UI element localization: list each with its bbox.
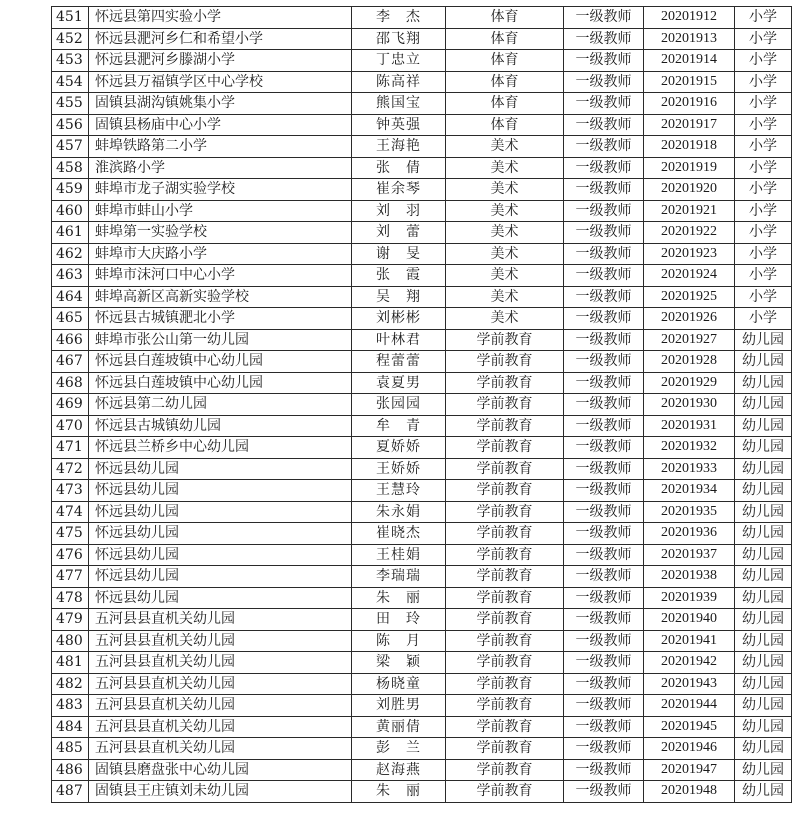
table-row [52, 93, 792, 115]
school-name: 怀远县淝河乡滕湖小学 [89, 50, 352, 72]
subject: 美术 [446, 136, 564, 158]
subject: 体育 [446, 7, 564, 29]
certificate-number: 20201947 [644, 759, 735, 781]
table-row [52, 372, 792, 394]
row-number: 478 [52, 587, 89, 609]
school-level: 幼儿园 [735, 566, 792, 588]
school-name: 蚌埠市沫河口中心小学 [89, 265, 352, 287]
teacher-title: 一级教师 [564, 7, 644, 29]
row-number: 487 [52, 781, 89, 803]
table-body [52, 7, 792, 803]
school-name: 怀远县淝河乡仁和希望小学 [89, 28, 352, 50]
subject: 体育 [446, 50, 564, 72]
certificate-number: 20201926 [644, 308, 735, 330]
school-name: 蚌埠铁路第二小学 [89, 136, 352, 158]
school-level: 幼儿园 [735, 652, 792, 674]
subject: 学前教育 [446, 351, 564, 373]
school-name: 固镇县磨盘张中心幼儿园 [89, 759, 352, 781]
school-name: 怀远县万福镇学区中心学校 [89, 71, 352, 93]
teacher-title: 一级教师 [564, 179, 644, 201]
school-name: 蚌埠市龙子湖实验学校 [89, 179, 352, 201]
subject: 学前教育 [446, 437, 564, 459]
table-row [52, 652, 792, 674]
row-number: 484 [52, 716, 89, 738]
school-level: 幼儿园 [735, 437, 792, 459]
table-row [52, 501, 792, 523]
table-row [52, 157, 792, 179]
certificate-number: 20201936 [644, 523, 735, 545]
teacher-title: 一级教师 [564, 243, 644, 265]
teacher-name: 田 玲 [352, 609, 446, 631]
teacher-title: 一级教师 [564, 286, 644, 308]
school-name: 怀远县幼儿园 [89, 480, 352, 502]
row-number: 458 [52, 157, 89, 179]
school-name: 怀远县兰桥乡中心幼儿园 [89, 437, 352, 459]
school-level: 幼儿园 [735, 394, 792, 416]
subject: 体育 [446, 114, 564, 136]
certificate-number: 20201925 [644, 286, 735, 308]
teacher-name: 刘 蕾 [352, 222, 446, 244]
school-name: 蚌埠市蚌山小学 [89, 200, 352, 222]
subject: 美术 [446, 308, 564, 330]
teacher-title: 一级教师 [564, 200, 644, 222]
row-number: 472 [52, 458, 89, 480]
certificate-number: 20201938 [644, 566, 735, 588]
subject: 学前教育 [446, 523, 564, 545]
school-name: 五河县县直机关幼儿园 [89, 716, 352, 738]
teacher-title: 一级教师 [564, 372, 644, 394]
row-number: 467 [52, 351, 89, 373]
school-name: 怀远县第四实验小学 [89, 7, 352, 29]
teacher-title: 一级教师 [564, 458, 644, 480]
row-number: 482 [52, 673, 89, 695]
teacher-title: 一级教师 [564, 415, 644, 437]
table-row [52, 222, 792, 244]
table-row [52, 286, 792, 308]
subject: 学前教育 [446, 759, 564, 781]
school-level: 小学 [735, 114, 792, 136]
subject: 学前教育 [446, 781, 564, 803]
school-name: 怀远县白莲坡镇中心幼儿园 [89, 372, 352, 394]
table-row [52, 695, 792, 717]
teacher-title: 一级教师 [564, 480, 644, 502]
school-level: 幼儿园 [735, 609, 792, 631]
teacher-title: 一级教师 [564, 114, 644, 136]
row-number: 465 [52, 308, 89, 330]
school-level: 小学 [735, 50, 792, 72]
teacher-name: 袁夏男 [352, 372, 446, 394]
certificate-number: 20201930 [644, 394, 735, 416]
teacher-title: 一级教师 [564, 71, 644, 93]
certificate-number: 20201945 [644, 716, 735, 738]
certificate-number: 20201924 [644, 265, 735, 287]
school-level: 幼儿园 [735, 759, 792, 781]
school-name: 怀远县幼儿园 [89, 501, 352, 523]
teacher-name: 梁 颖 [352, 652, 446, 674]
teacher-name: 钟英强 [352, 114, 446, 136]
table-row [52, 781, 792, 803]
certificate-number: 20201948 [644, 781, 735, 803]
table-row [52, 458, 792, 480]
certificate-number: 20201941 [644, 630, 735, 652]
table-row [52, 630, 792, 652]
table-row [52, 71, 792, 93]
table-row [52, 329, 792, 351]
school-name: 固镇县湖沟镇姚集小学 [89, 93, 352, 115]
teacher-name: 李瑞瑞 [352, 566, 446, 588]
certificate-number: 20201928 [644, 351, 735, 373]
school-level: 幼儿园 [735, 630, 792, 652]
table-row [52, 415, 792, 437]
row-number: 459 [52, 179, 89, 201]
subject: 学前教育 [446, 738, 564, 760]
certificate-number: 20201912 [644, 7, 735, 29]
certificate-number: 20201917 [644, 114, 735, 136]
certificate-number: 20201915 [644, 71, 735, 93]
teacher-name: 朱永娟 [352, 501, 446, 523]
school-name: 蚌埠市张公山第一幼儿园 [89, 329, 352, 351]
certificate-number: 20201944 [644, 695, 735, 717]
teacher-name: 刘胜男 [352, 695, 446, 717]
subject: 美术 [446, 157, 564, 179]
teacher-name: 李 杰 [352, 7, 446, 29]
subject: 美术 [446, 286, 564, 308]
table-row [52, 480, 792, 502]
table-row [52, 114, 792, 136]
certificate-number: 20201935 [644, 501, 735, 523]
table-row [52, 759, 792, 781]
table-row [52, 673, 792, 695]
teacher-name: 陈高祥 [352, 71, 446, 93]
table-row [52, 566, 792, 588]
teacher-title: 一级教师 [564, 673, 644, 695]
teacher-title: 一级教师 [564, 781, 644, 803]
teacher-name: 谢 旻 [352, 243, 446, 265]
table-row [52, 243, 792, 265]
row-number: 481 [52, 652, 89, 674]
row-number: 463 [52, 265, 89, 287]
teacher-name: 吴 翔 [352, 286, 446, 308]
teacher-title: 一级教师 [564, 50, 644, 72]
teacher-name: 黄丽倩 [352, 716, 446, 738]
subject: 学前教育 [446, 480, 564, 502]
school-name: 五河县县直机关幼儿园 [89, 609, 352, 631]
table-row [52, 609, 792, 631]
certificate-number: 20201931 [644, 415, 735, 437]
school-name: 五河县县直机关幼儿园 [89, 652, 352, 674]
teacher-name: 夏娇娇 [352, 437, 446, 459]
school-name: 五河县县直机关幼儿园 [89, 630, 352, 652]
subject: 学前教育 [446, 372, 564, 394]
row-number: 466 [52, 329, 89, 351]
subject: 学前教育 [446, 394, 564, 416]
teacher-title: 一级教师 [564, 738, 644, 760]
subject: 学前教育 [446, 695, 564, 717]
subject: 学前教育 [446, 501, 564, 523]
subject: 学前教育 [446, 415, 564, 437]
row-number: 471 [52, 437, 89, 459]
school-name: 怀远县古城镇幼儿园 [89, 415, 352, 437]
teacher-title: 一级教师 [564, 157, 644, 179]
certificate-number: 20201934 [644, 480, 735, 502]
teacher-title: 一级教师 [564, 695, 644, 717]
teacher-title: 一级教师 [564, 523, 644, 545]
school-level: 小学 [735, 157, 792, 179]
certificate-number: 20201932 [644, 437, 735, 459]
school-name: 怀远县幼儿园 [89, 566, 352, 588]
teacher-name: 赵海燕 [352, 759, 446, 781]
table-row [52, 28, 792, 50]
certificate-number: 20201942 [644, 652, 735, 674]
teacher-name: 王桂娟 [352, 544, 446, 566]
certificate-number: 20201937 [644, 544, 735, 566]
subject: 学前教育 [446, 587, 564, 609]
teacher-title: 一级教师 [564, 329, 644, 351]
subject: 学前教育 [446, 544, 564, 566]
row-number: 485 [52, 738, 89, 760]
table-row [52, 351, 792, 373]
school-level: 幼儿园 [735, 781, 792, 803]
teacher-name: 张 霞 [352, 265, 446, 287]
teacher-name: 朱 丽 [352, 587, 446, 609]
school-name: 怀远县白莲坡镇中心幼儿园 [89, 351, 352, 373]
table-row [52, 200, 792, 222]
certificate-number: 20201920 [644, 179, 735, 201]
school-name: 蚌埠市大庆路小学 [89, 243, 352, 265]
certificate-number: 20201914 [644, 50, 735, 72]
teacher-title: 一级教师 [564, 351, 644, 373]
certificate-number: 20201919 [644, 157, 735, 179]
teacher-name: 王慧玲 [352, 480, 446, 502]
school-level: 小学 [735, 243, 792, 265]
teacher-title: 一级教师 [564, 566, 644, 588]
school-name: 蚌埠第一实验学校 [89, 222, 352, 244]
teacher-name: 张 倩 [352, 157, 446, 179]
school-level: 幼儿园 [735, 716, 792, 738]
row-number: 480 [52, 630, 89, 652]
school-level: 幼儿园 [735, 458, 792, 480]
school-name: 五河县县直机关幼儿园 [89, 738, 352, 760]
school-level: 小学 [735, 222, 792, 244]
school-level: 幼儿园 [735, 587, 792, 609]
teacher-title: 一级教师 [564, 652, 644, 674]
certificate-number: 20201923 [644, 243, 735, 265]
row-number: 473 [52, 480, 89, 502]
row-number: 456 [52, 114, 89, 136]
teacher-title: 一级教师 [564, 136, 644, 158]
certificate-number: 20201933 [644, 458, 735, 480]
teacher-name: 崔晓杰 [352, 523, 446, 545]
subject: 学前教育 [446, 630, 564, 652]
school-level: 幼儿园 [735, 738, 792, 760]
school-level: 小学 [735, 7, 792, 29]
school-level: 幼儿园 [735, 351, 792, 373]
subject: 学前教育 [446, 329, 564, 351]
school-level: 幼儿园 [735, 372, 792, 394]
teacher-title: 一级教师 [564, 544, 644, 566]
teacher-name: 程蕾蕾 [352, 351, 446, 373]
table-row [52, 265, 792, 287]
row-number: 470 [52, 415, 89, 437]
table-row [52, 437, 792, 459]
certificate-number: 20201913 [644, 28, 735, 50]
teacher-title: 一级教师 [564, 716, 644, 738]
table-row [52, 544, 792, 566]
teacher-name: 熊国宝 [352, 93, 446, 115]
school-level: 幼儿园 [735, 544, 792, 566]
school-name: 怀远县幼儿园 [89, 587, 352, 609]
teacher-title: 一级教师 [564, 587, 644, 609]
school-level: 幼儿园 [735, 480, 792, 502]
teacher-title: 一级教师 [564, 28, 644, 50]
row-number: 476 [52, 544, 89, 566]
row-number: 451 [52, 7, 89, 29]
row-number: 460 [52, 200, 89, 222]
school-level: 幼儿园 [735, 415, 792, 437]
school-name: 五河县县直机关幼儿园 [89, 695, 352, 717]
teacher-name: 朱 丽 [352, 781, 446, 803]
school-level: 小学 [735, 308, 792, 330]
teacher-name: 王海艳 [352, 136, 446, 158]
school-level: 幼儿园 [735, 523, 792, 545]
teacher-name: 陈 月 [352, 630, 446, 652]
row-number: 452 [52, 28, 89, 50]
school-level: 小学 [735, 179, 792, 201]
school-level: 幼儿园 [735, 501, 792, 523]
certificate-number: 20201929 [644, 372, 735, 394]
school-name: 五河县县直机关幼儿园 [89, 673, 352, 695]
table-row [52, 587, 792, 609]
subject: 学前教育 [446, 609, 564, 631]
school-level: 幼儿园 [735, 329, 792, 351]
teacher-title: 一级教师 [564, 759, 644, 781]
school-name: 固镇县王庄镇刘未幼儿园 [89, 781, 352, 803]
school-name: 怀远县幼儿园 [89, 458, 352, 480]
teacher-name: 崔余琴 [352, 179, 446, 201]
table-row [52, 7, 792, 29]
school-name: 固镇县杨庙中心小学 [89, 114, 352, 136]
row-number: 469 [52, 394, 89, 416]
certificate-number: 20201916 [644, 93, 735, 115]
teacher-title: 一级教师 [564, 394, 644, 416]
table-row [52, 738, 792, 760]
teacher-name: 杨晓童 [352, 673, 446, 695]
row-number: 457 [52, 136, 89, 158]
teacher-name: 刘彬彬 [352, 308, 446, 330]
school-level: 幼儿园 [735, 695, 792, 717]
school-level: 小学 [735, 265, 792, 287]
row-number: 479 [52, 609, 89, 631]
row-number: 464 [52, 286, 89, 308]
row-number: 462 [52, 243, 89, 265]
table-row [52, 394, 792, 416]
table-row [52, 523, 792, 545]
subject: 美术 [446, 179, 564, 201]
school-name: 怀远县第二幼儿园 [89, 394, 352, 416]
subject: 学前教育 [446, 716, 564, 738]
subject: 体育 [446, 71, 564, 93]
subject: 学前教育 [446, 652, 564, 674]
school-level: 小学 [735, 136, 792, 158]
certificate-number: 20201918 [644, 136, 735, 158]
subject: 美术 [446, 243, 564, 265]
row-number: 468 [52, 372, 89, 394]
teacher-title: 一级教师 [564, 630, 644, 652]
table-row [52, 50, 792, 72]
subject: 学前教育 [446, 458, 564, 480]
school-level: 小学 [735, 28, 792, 50]
table-row [52, 716, 792, 738]
teacher-title: 一级教师 [564, 308, 644, 330]
row-number: 475 [52, 523, 89, 545]
teacher-name: 王娇娇 [352, 458, 446, 480]
school-level: 小学 [735, 93, 792, 115]
subject: 体育 [446, 93, 564, 115]
certificate-number: 20201943 [644, 673, 735, 695]
teacher-name: 张园园 [352, 394, 446, 416]
certificate-number: 20201946 [644, 738, 735, 760]
school-level: 小学 [735, 286, 792, 308]
teacher-title-table [51, 6, 792, 803]
school-name: 怀远县古城镇淝北小学 [89, 308, 352, 330]
school-level: 小学 [735, 200, 792, 222]
teacher-title: 一级教师 [564, 609, 644, 631]
row-number: 486 [52, 759, 89, 781]
table-row [52, 179, 792, 201]
table-row [52, 136, 792, 158]
school-name: 淮滨路小学 [89, 157, 352, 179]
teacher-name: 邵飞翔 [352, 28, 446, 50]
teacher-title: 一级教师 [564, 437, 644, 459]
row-number: 483 [52, 695, 89, 717]
row-number: 461 [52, 222, 89, 244]
subject: 体育 [446, 28, 564, 50]
row-number: 477 [52, 566, 89, 588]
teacher-title: 一级教师 [564, 265, 644, 287]
teacher-title: 一级教师 [564, 222, 644, 244]
certificate-number: 20201922 [644, 222, 735, 244]
subject: 学前教育 [446, 566, 564, 588]
certificate-number: 20201927 [644, 329, 735, 351]
school-name: 怀远县幼儿园 [89, 544, 352, 566]
row-number: 453 [52, 50, 89, 72]
teacher-name: 刘 羽 [352, 200, 446, 222]
school-level: 幼儿园 [735, 673, 792, 695]
teacher-name: 丁忠立 [352, 50, 446, 72]
teacher-name: 彭 兰 [352, 738, 446, 760]
subject: 美术 [446, 222, 564, 244]
subject: 学前教育 [446, 673, 564, 695]
school-name: 怀远县幼儿园 [89, 523, 352, 545]
certificate-number: 20201940 [644, 609, 735, 631]
school-name: 蚌埠高新区高新实验学校 [89, 286, 352, 308]
school-level: 小学 [735, 71, 792, 93]
subject: 美术 [446, 265, 564, 287]
certificate-number: 20201921 [644, 200, 735, 222]
row-number: 474 [52, 501, 89, 523]
teacher-name: 牟 青 [352, 415, 446, 437]
table-row [52, 308, 792, 330]
row-number: 454 [52, 71, 89, 93]
certificate-number: 20201939 [644, 587, 735, 609]
row-number: 455 [52, 93, 89, 115]
teacher-title: 一级教师 [564, 501, 644, 523]
teacher-title: 一级教师 [564, 93, 644, 115]
teacher-name: 叶林君 [352, 329, 446, 351]
subject: 美术 [446, 200, 564, 222]
